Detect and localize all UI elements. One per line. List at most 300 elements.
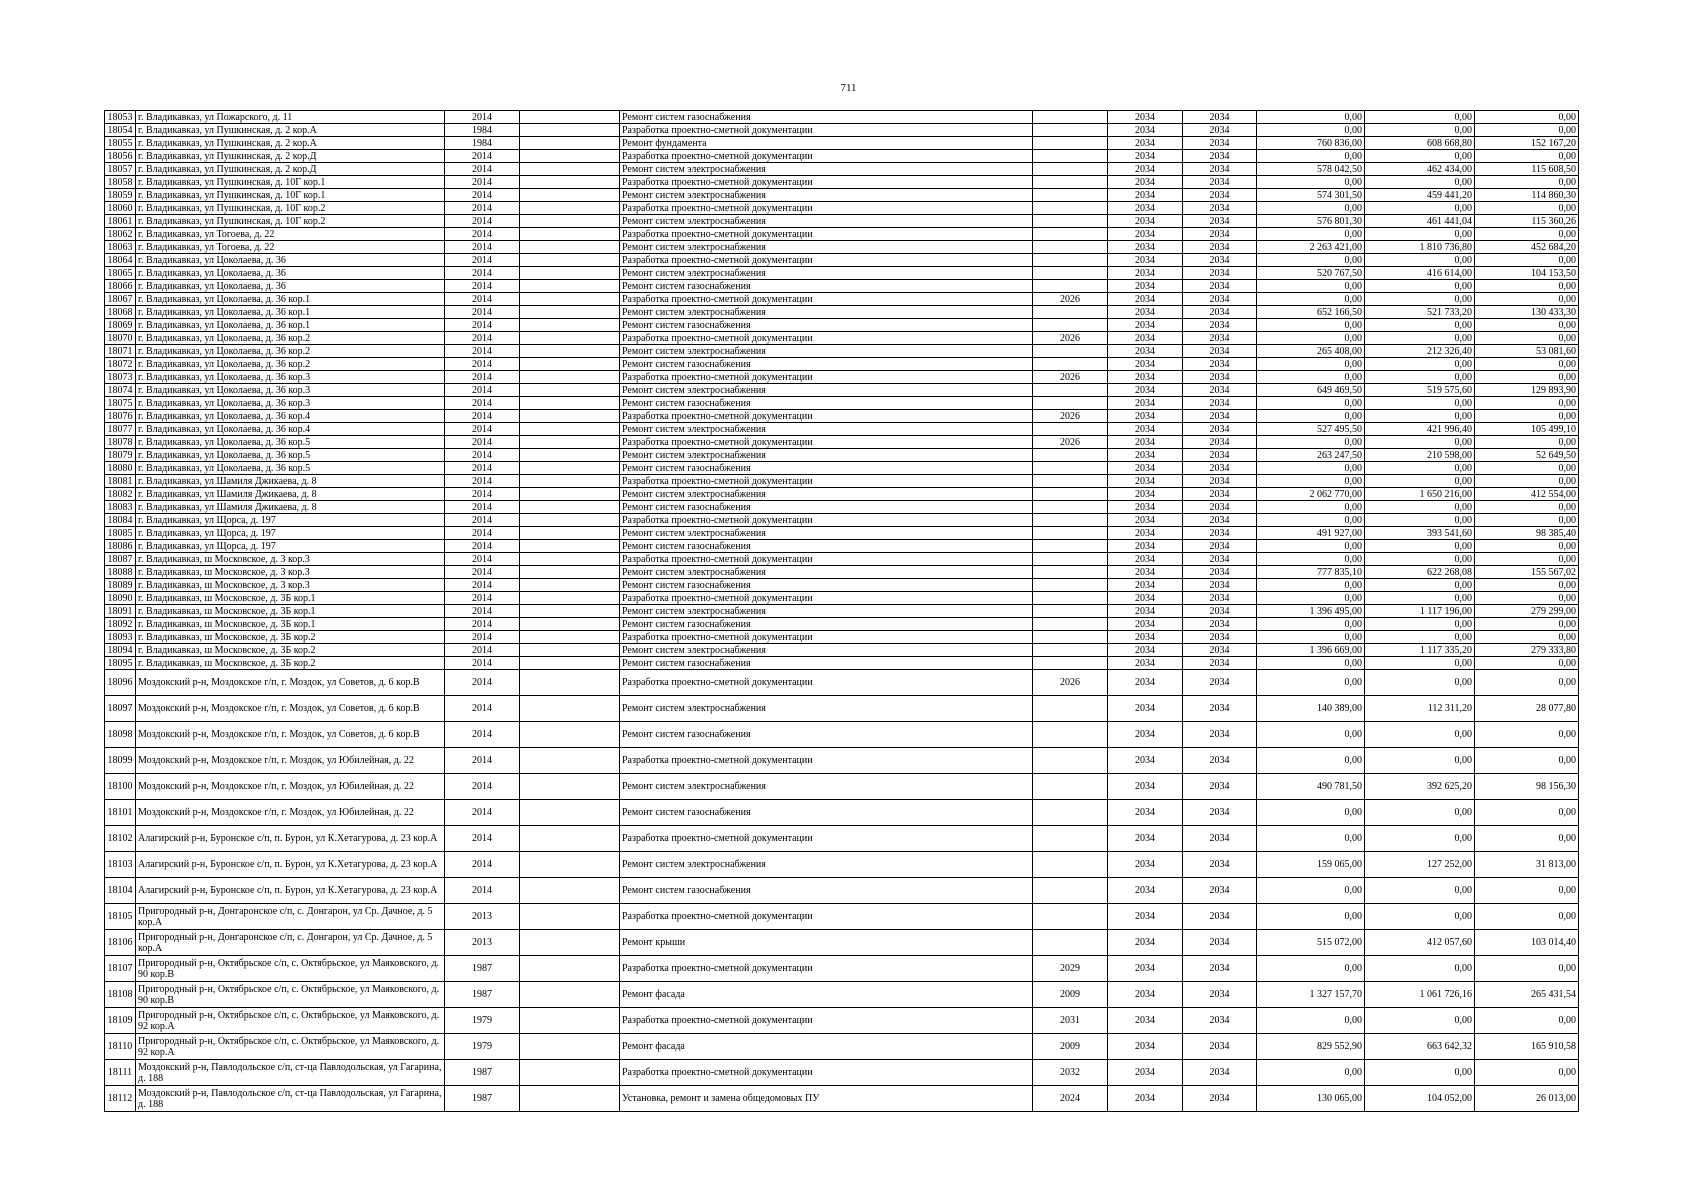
empty-cell [520,930,620,956]
total-cost-cell: 652 166,50 [1257,306,1365,319]
prior-year-cell [1033,696,1108,722]
work-type-cell: Ремонт систем электроснабжения [620,306,1033,319]
build-year-cell: 2013 [445,904,520,930]
work-type-cell: Разработка проектно-сметной документации [620,1008,1033,1034]
row-number: 18069 [105,319,136,332]
address-cell: г. Владикавказ, ул Цоколаева, д. 36 кор.2 [136,358,445,371]
prior-year-cell [1033,904,1108,930]
plan-end-cell: 2034 [1183,163,1257,176]
empty-cell [520,163,620,176]
table-row [105,956,1579,982]
total-cost-cell: 829 552,90 [1257,1034,1365,1060]
work-type-cell: Ремонт систем газоснабжения [620,657,1033,670]
work-type-cell: Ремонт фасада [620,982,1033,1008]
work-type-cell: Разработка проектно-сметной документации [620,228,1033,241]
fund-cost-cell: 112 311,20 [1365,696,1475,722]
build-year-cell: 2014 [445,189,520,202]
owner-cost-cell: 0,00 [1475,618,1579,631]
empty-cell [520,1060,620,1086]
empty-cell [520,657,620,670]
table-row [105,514,1579,527]
build-year-cell: 2014 [445,332,520,345]
fund-cost-cell: 1 810 736,80 [1365,241,1475,254]
owner-cost-cell: 114 860,30 [1475,189,1579,202]
address-cell: г. Владикавказ, ул Цоколаева, д. 36 кор.1 [136,293,445,306]
fund-cost-cell: 210 598,00 [1365,449,1475,462]
empty-cell [520,501,620,514]
owner-cost-cell: 165 910,58 [1475,1034,1579,1060]
empty-cell [520,956,620,982]
owner-cost-cell: 412 554,00 [1475,488,1579,501]
work-type-cell: Ремонт систем электроснабжения [620,384,1033,397]
fund-cost-cell: 0,00 [1365,501,1475,514]
row-number: 18054 [105,124,136,137]
row-number: 18078 [105,436,136,449]
prior-year-cell [1033,449,1108,462]
plan-end-cell: 2034 [1183,124,1257,137]
work-type-cell: Разработка проектно-сметной документации [620,592,1033,605]
total-cost-cell: 1 396 495,00 [1257,605,1365,618]
plan-start-cell: 2034 [1108,254,1183,267]
fund-cost-cell: 519 575,60 [1365,384,1475,397]
plan-end-cell: 2034 [1183,306,1257,319]
address-cell: г. Владикавказ, ул Цоколаева, д. 36 [136,267,445,280]
build-year-cell: 2014 [445,540,520,553]
plan-start-cell: 2034 [1108,423,1183,436]
work-type-cell: Разработка проектно-сметной документации [620,371,1033,384]
build-year-cell: 2014 [445,371,520,384]
table-row [105,423,1579,436]
prior-year-cell [1033,748,1108,774]
owner-cost-cell: 155 567,02 [1475,566,1579,579]
total-cost-cell: 0,00 [1257,111,1365,124]
owner-cost-cell: 28 077,80 [1475,696,1579,722]
row-number: 18093 [105,631,136,644]
owner-cost-cell: 115 608,50 [1475,163,1579,176]
owner-cost-cell: 0,00 [1475,176,1579,189]
plan-end-cell: 2034 [1183,566,1257,579]
total-cost-cell: 0,00 [1257,462,1365,475]
build-year-cell: 2014 [445,150,520,163]
total-cost-cell: 491 927,00 [1257,527,1365,540]
fund-cost-cell: 127 252,00 [1365,852,1475,878]
table-row [105,137,1579,150]
owner-cost-cell: 0,00 [1475,202,1579,215]
empty-cell [520,254,620,267]
prior-year-cell [1033,566,1108,579]
work-type-cell: Ремонт систем электроснабжения [620,267,1033,280]
address-cell: г. Владикавказ, ул Цоколаева, д. 36 кор.4 [136,423,445,436]
row-number: 18107 [105,956,136,982]
fund-cost-cell: 393 541,60 [1365,527,1475,540]
plan-end-cell: 2034 [1183,670,1257,696]
row-number: 18053 [105,111,136,124]
prior-year-cell [1033,826,1108,852]
table-row [105,150,1579,163]
address-cell: г. Владикавказ, ул Цоколаева, д. 36 кор.3 [136,397,445,410]
total-cost-cell: 0,00 [1257,202,1365,215]
total-cost-cell: 1 396 669,00 [1257,644,1365,657]
fund-cost-cell: 0,00 [1365,319,1475,332]
plan-start-cell: 2034 [1108,670,1183,696]
plan-start-cell: 2034 [1108,1034,1183,1060]
plan-start-cell: 2034 [1108,488,1183,501]
table-row [105,1086,1579,1112]
table-row [105,566,1579,579]
owner-cost-cell: 279 333,80 [1475,644,1579,657]
plan-end-cell: 2034 [1183,579,1257,592]
row-number: 18067 [105,293,136,306]
work-type-cell: Разработка проектно-сметной документации [620,631,1033,644]
plan-end-cell: 2034 [1183,592,1257,605]
total-cost-cell: 0,00 [1257,501,1365,514]
plan-end-cell: 2034 [1183,358,1257,371]
table-row [105,670,1579,696]
prior-year-cell [1033,774,1108,800]
address-cell: г. Владикавказ, ул Цоколаева, д. 36 кор.3 [136,371,445,384]
plan-start-cell: 2034 [1108,163,1183,176]
empty-cell [520,1034,620,1060]
build-year-cell: 2014 [445,748,520,774]
fund-cost-cell: 0,00 [1365,1008,1475,1034]
build-year-cell: 2014 [445,722,520,748]
address-cell: г. Владикавказ, ул Пушкинская, д. 2 кор.Д [136,163,445,176]
owner-cost-cell: 0,00 [1475,956,1579,982]
prior-year-cell [1033,800,1108,826]
empty-cell [520,1086,620,1112]
total-cost-cell: 527 495,50 [1257,423,1365,436]
owner-cost-cell: 104 153,50 [1475,267,1579,280]
total-cost-cell: 0,00 [1257,358,1365,371]
build-year-cell: 2014 [445,293,520,306]
plan-end-cell: 2034 [1183,345,1257,358]
row-number: 18094 [105,644,136,657]
owner-cost-cell: 0,00 [1475,254,1579,267]
plan-end-cell: 2034 [1183,189,1257,202]
table-row [105,449,1579,462]
build-year-cell: 2014 [445,514,520,527]
plan-start-cell: 2034 [1108,111,1183,124]
prior-year-cell [1033,618,1108,631]
plan-start-cell: 2034 [1108,982,1183,1008]
total-cost-cell: 0,00 [1257,410,1365,423]
address-cell: г. Владикавказ, ул Щорса, д. 197 [136,514,445,527]
total-cost-cell: 159 065,00 [1257,852,1365,878]
table-row [105,631,1579,644]
work-type-cell: Ремонт систем газоснабжения [620,722,1033,748]
plan-start-cell: 2034 [1108,774,1183,800]
plan-end-cell: 2034 [1183,150,1257,163]
prior-year-cell [1033,254,1108,267]
owner-cost-cell: 53 081,60 [1475,345,1579,358]
plan-end-cell: 2034 [1183,696,1257,722]
owner-cost-cell: 0,00 [1475,410,1579,423]
total-cost-cell: 777 835,10 [1257,566,1365,579]
plan-end-cell: 2034 [1183,410,1257,423]
prior-year-cell [1033,501,1108,514]
address-cell: Алагирский р-н, Буронское с/п, п. Бурон, ул К.Хетагурова, д. 23 кор.А [136,826,445,852]
prior-year-cell [1033,267,1108,280]
prior-year-cell: 2026 [1033,410,1108,423]
address-cell: г. Владикавказ, ул Пушкинская, д. 10Г кор.1 [136,176,445,189]
row-number: 18110 [105,1034,136,1060]
plan-end-cell: 2034 [1183,631,1257,644]
work-type-cell: Ремонт систем электроснабжения [620,241,1033,254]
build-year-cell: 2014 [445,592,520,605]
fund-cost-cell: 104 052,00 [1365,1086,1475,1112]
build-year-cell: 2014 [445,345,520,358]
table-row [105,930,1579,956]
address-cell: г. Владикавказ, ул Щорса, д. 197 [136,540,445,553]
fund-cost-cell: 412 057,60 [1365,930,1475,956]
prior-year-cell [1033,930,1108,956]
table-row [105,163,1579,176]
fund-cost-cell: 1 650 216,00 [1365,488,1475,501]
empty-cell [520,280,620,293]
work-type-cell: Ремонт систем электроснабжения [620,527,1033,540]
build-year-cell: 2014 [445,163,520,176]
row-number: 18111 [105,1060,136,1086]
build-year-cell: 2014 [445,254,520,267]
fund-cost-cell: 0,00 [1365,657,1475,670]
work-type-cell: Разработка проектно-сметной документации [620,436,1033,449]
build-year-cell: 2014 [445,631,520,644]
table-row [105,319,1579,332]
fund-cost-cell: 0,00 [1365,553,1475,566]
row-number: 18062 [105,228,136,241]
plan-end-cell: 2034 [1183,826,1257,852]
plan-end-cell: 2034 [1183,774,1257,800]
empty-cell [520,358,620,371]
plan-end-cell: 2034 [1183,423,1257,436]
address-cell: г. Владикавказ, ул Цоколаева, д. 36 кор.3 [136,384,445,397]
empty-cell [520,592,620,605]
prior-year-cell [1033,488,1108,501]
prior-year-cell [1033,852,1108,878]
build-year-cell: 2014 [445,202,520,215]
work-type-cell: Ремонт фасада [620,1034,1033,1060]
empty-cell [520,488,620,501]
fund-cost-cell: 0,00 [1365,462,1475,475]
build-year-cell: 1987 [445,1086,520,1112]
empty-cell [520,215,620,228]
row-number: 18088 [105,566,136,579]
owner-cost-cell: 0,00 [1475,592,1579,605]
empty-cell [520,449,620,462]
address-cell: Пригородный р-н, Октябрьское с/п, с. Октябрьское, ул Маяковского, д. 90 кор.В [136,982,445,1008]
address-cell: Моздокский р-н, Моздокское г/п, г. Моздок, ул Юбилейная, д. 22 [136,774,445,800]
build-year-cell: 2014 [445,670,520,696]
table-row [105,254,1579,267]
prior-year-cell: 2009 [1033,982,1108,1008]
table-row [105,267,1579,280]
build-year-cell: 2014 [445,774,520,800]
row-number: 18079 [105,449,136,462]
work-type-cell: Ремонт систем газоснабжения [620,319,1033,332]
plan-end-cell: 2034 [1183,228,1257,241]
table-row [105,410,1579,423]
plan-end-cell: 2034 [1183,319,1257,332]
build-year-cell: 2014 [445,501,520,514]
address-cell: Моздокский р-н, Павлодольское с/п, ст-ца Павлодольская, ул Гагарина, д. 188 [136,1060,445,1086]
empty-cell [520,319,620,332]
table-row [105,982,1579,1008]
fund-cost-cell: 0,00 [1365,332,1475,345]
plan-start-cell: 2034 [1108,566,1183,579]
table-row [105,774,1579,800]
address-cell: г. Владикавказ, ул Цоколаева, д. 36 кор.5 [136,449,445,462]
total-cost-cell: 574 301,50 [1257,189,1365,202]
total-cost-cell: 0,00 [1257,553,1365,566]
empty-cell [520,124,620,137]
empty-cell [520,644,620,657]
table-row [105,618,1579,631]
owner-cost-cell: 98 156,30 [1475,774,1579,800]
plan-start-cell: 2034 [1108,293,1183,306]
build-year-cell: 2014 [445,579,520,592]
plan-end-cell: 2034 [1183,462,1257,475]
table-row [105,579,1579,592]
empty-cell [520,852,620,878]
prior-year-cell [1033,514,1108,527]
owner-cost-cell: 130 433,30 [1475,306,1579,319]
address-cell: Алагирский р-н, Буронское с/п, п. Бурон, ул К.Хетагурова, д. 23 кор.А [136,852,445,878]
address-cell: Пригородный р-н, Октябрьское с/п, с. Октябрьское, ул Маяковского, д. 92 кор.А [136,1034,445,1060]
work-type-cell: Ремонт систем газоснабжения [620,800,1033,826]
address-cell: г. Владикавказ, ул Пушкинская, д. 2 кор.А [136,137,445,150]
owner-cost-cell: 0,00 [1475,358,1579,371]
address-cell: г. Владикавказ, ул Цоколаева, д. 36 [136,254,445,267]
owner-cost-cell: 0,00 [1475,293,1579,306]
plan-end-cell: 2034 [1183,254,1257,267]
total-cost-cell: 760 836,00 [1257,137,1365,150]
build-year-cell: 2014 [445,228,520,241]
owner-cost-cell: 279 299,00 [1475,605,1579,618]
prior-year-cell [1033,397,1108,410]
address-cell: г. Владикавказ, ш Московское, д. 3 кор.3 [136,553,445,566]
build-year-cell: 2014 [445,800,520,826]
prior-year-cell [1033,345,1108,358]
address-cell: г. Владикавказ, ул Пушкинская, д. 10Г кор.2 [136,215,445,228]
work-type-cell: Разработка проектно-сметной документации [620,826,1033,852]
build-year-cell: 2014 [445,449,520,462]
total-cost-cell: 0,00 [1257,1060,1365,1086]
row-number: 18086 [105,540,136,553]
row-number: 18096 [105,670,136,696]
work-type-cell: Разработка проектно-сметной документации [620,202,1033,215]
prior-year-cell [1033,462,1108,475]
address-cell: г. Владикавказ, ул Цоколаева, д. 36 кор.1 [136,306,445,319]
fund-cost-cell: 462 434,00 [1365,163,1475,176]
empty-cell [520,475,620,488]
work-type-cell: Ремонт систем электроснабжения [620,423,1033,436]
build-year-cell: 2014 [445,488,520,501]
row-number: 18058 [105,176,136,189]
build-year-cell: 1987 [445,982,520,1008]
address-cell: г. Владикавказ, ш Московское, д. 3 кор.3 [136,566,445,579]
build-year-cell: 2014 [445,306,520,319]
plan-end-cell: 2034 [1183,644,1257,657]
build-year-cell: 2014 [445,878,520,904]
empty-cell [520,514,620,527]
table-row [105,1060,1579,1086]
owner-cost-cell: 0,00 [1475,514,1579,527]
total-cost-cell: 0,00 [1257,280,1365,293]
fund-cost-cell: 0,00 [1365,254,1475,267]
build-year-cell: 2014 [445,319,520,332]
address-cell: г. Владикавказ, ул Цоколаева, д. 36 кор.4 [136,410,445,423]
table-row [105,176,1579,189]
empty-cell [520,670,620,696]
plan-end-cell: 2034 [1183,449,1257,462]
empty-cell [520,228,620,241]
plan-start-cell: 2034 [1108,1086,1183,1112]
row-number: 18112 [105,1086,136,1112]
total-cost-cell: 515 072,00 [1257,930,1365,956]
empty-cell [520,384,620,397]
plan-end-cell: 2034 [1183,748,1257,774]
total-cost-cell: 263 247,50 [1257,449,1365,462]
fund-cost-cell: 459 441,20 [1365,189,1475,202]
owner-cost-cell: 0,00 [1475,540,1579,553]
plan-start-cell: 2034 [1108,540,1183,553]
total-cost-cell: 0,00 [1257,800,1365,826]
build-year-cell: 2014 [445,111,520,124]
plan-start-cell: 2034 [1108,657,1183,670]
plan-end-cell: 2034 [1183,657,1257,670]
total-cost-cell: 0,00 [1257,540,1365,553]
work-type-cell: Разработка проектно-сметной документации [620,514,1033,527]
fund-cost-cell: 0,00 [1365,228,1475,241]
plan-end-cell: 2034 [1183,852,1257,878]
work-type-cell: Ремонт систем электроснабжения [620,163,1033,176]
address-cell: Моздокский р-н, Моздокское г/п, г. Моздок, ул Советов, д. 6 кор.В [136,722,445,748]
empty-cell [520,436,620,449]
row-number: 18085 [105,527,136,540]
table-row [105,241,1579,254]
address-cell: Пригородный р-н, Донгаронское с/п, с. Донгарон, ул Ср. Дачное, д. 5 кор.А [136,930,445,956]
table-row [105,527,1579,540]
empty-cell [520,202,620,215]
fund-cost-cell: 0,00 [1365,176,1475,189]
total-cost-cell: 0,00 [1257,722,1365,748]
page-number: 711 [840,82,857,94]
fund-cost-cell: 392 625,20 [1365,774,1475,800]
total-cost-cell: 0,00 [1257,826,1365,852]
fund-cost-cell: 0,00 [1365,371,1475,384]
row-number: 18075 [105,397,136,410]
address-cell: г. Владикавказ, ул Цоколаева, д. 36 кор.2 [136,345,445,358]
fund-cost-cell: 1 061 726,16 [1365,982,1475,1008]
prior-year-cell [1033,319,1108,332]
plan-end-cell: 2034 [1183,1034,1257,1060]
address-cell: г. Владикавказ, ул Шамиля Джикаева, д. 8 [136,501,445,514]
work-type-cell: Ремонт систем электроснабжения [620,345,1033,358]
prior-year-cell [1033,423,1108,436]
total-cost-cell: 2 062 770,00 [1257,488,1365,501]
table-row [105,111,1579,124]
owner-cost-cell: 0,00 [1475,1060,1579,1086]
owner-cost-cell: 0,00 [1475,228,1579,241]
work-type-cell: Ремонт систем электроснабжения [620,774,1033,800]
table-row [105,722,1579,748]
plan-end-cell: 2034 [1183,267,1257,280]
total-cost-cell: 0,00 [1257,670,1365,696]
row-number: 18089 [105,579,136,592]
fund-cost-cell: 0,00 [1365,579,1475,592]
build-year-cell: 2013 [445,930,520,956]
row-number: 18108 [105,982,136,1008]
